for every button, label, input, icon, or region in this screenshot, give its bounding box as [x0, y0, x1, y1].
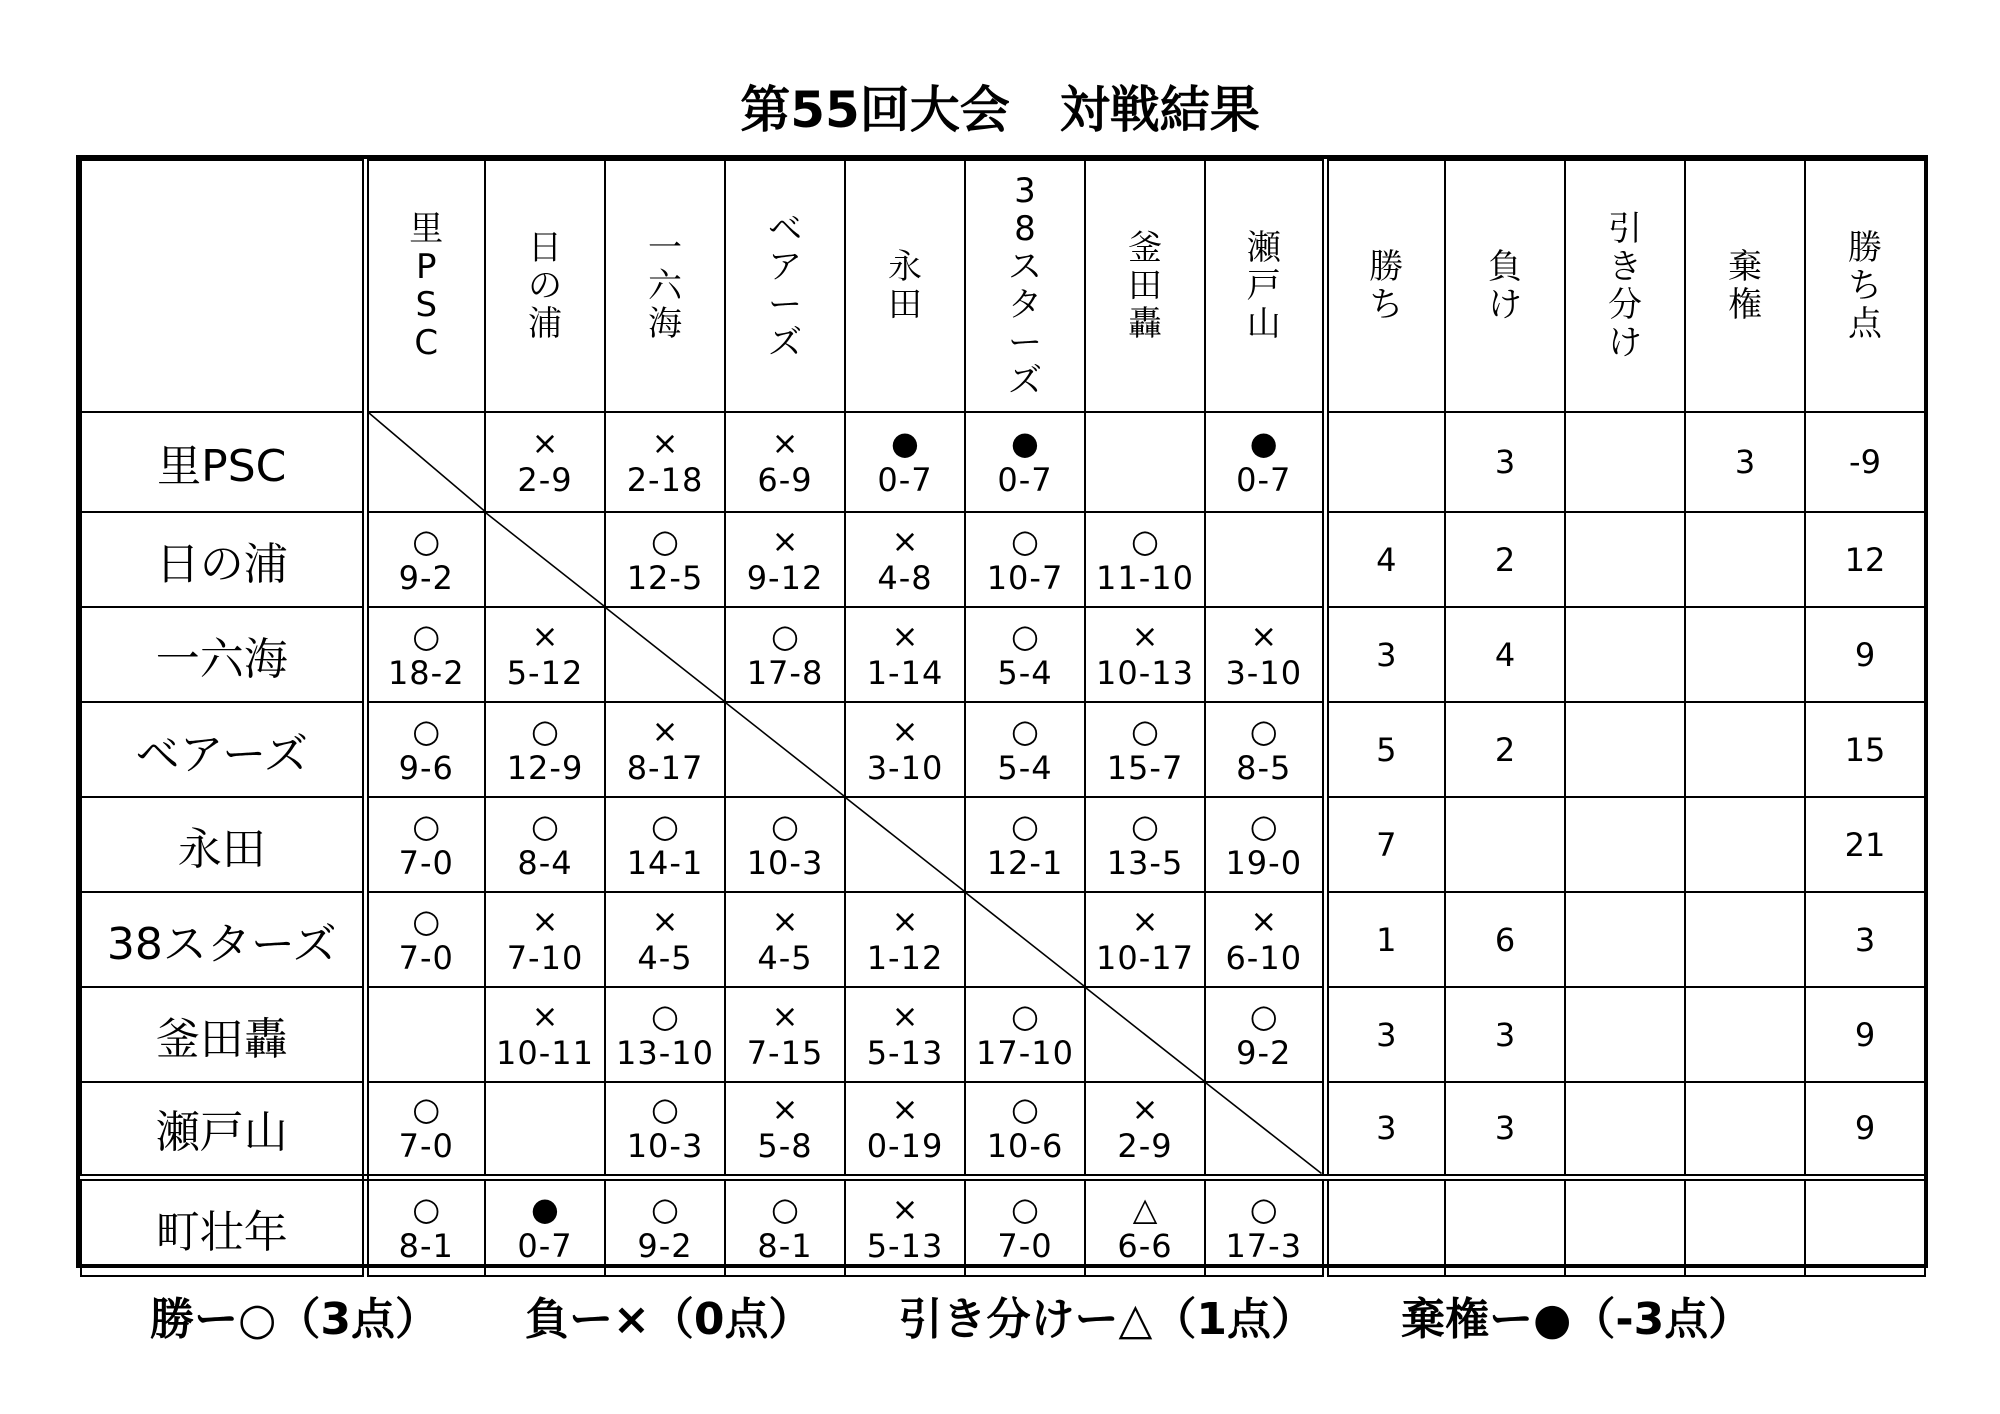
result-mark: ○ [1131, 521, 1159, 560]
result-score: 18-2 [387, 653, 465, 692]
legend-item: 棄権ー●（-3点） [1400, 1294, 1753, 1345]
stat-cell: 2 [1445, 702, 1565, 797]
result-mark: × [1131, 1090, 1159, 1129]
result-cell [1205, 892, 1325, 987]
opponent-header [725, 160, 845, 412]
result-cell [845, 1177, 965, 1276]
stat-cell: 3 [1685, 412, 1805, 512]
stat-cell: 3 [1325, 987, 1445, 1082]
result-cell [965, 512, 1085, 607]
result-mark: ○ [771, 616, 799, 655]
result-mark: ○ [651, 1189, 679, 1228]
result-score: 10-13 [1096, 653, 1194, 692]
result-cell [605, 1177, 725, 1276]
result-cell [965, 1177, 1085, 1276]
team-name: ベアーズ [81, 702, 365, 797]
result-score: 8-4 [517, 843, 573, 882]
stat-header [1805, 160, 1925, 412]
result-score: 13-10 [616, 1033, 714, 1072]
opponent-header [485, 160, 605, 412]
result-mark: × [1131, 616, 1159, 655]
self-match-cell [1085, 987, 1205, 1082]
result-mark: × [891, 996, 919, 1035]
result-cell [845, 987, 965, 1082]
result-score: 1-12 [866, 938, 944, 977]
result-score: 0-7 [1236, 461, 1292, 499]
result-mark: × [771, 901, 799, 940]
opponent-header [845, 160, 965, 412]
result-mark: ○ [412, 711, 441, 750]
result-cell [725, 607, 845, 702]
self-match-cell [365, 412, 485, 512]
opponent-header-label: 38スターズ [1008, 171, 1042, 401]
result-cell [1205, 1177, 1325, 1276]
diagonal-line [486, 513, 604, 606]
opponent-header [1205, 160, 1325, 412]
result-mark: ○ [1131, 711, 1159, 750]
stat-header [1685, 160, 1805, 412]
result-score: 5-4 [997, 748, 1053, 787]
legend-item: 勝ー○（3点） [150, 1294, 440, 1345]
result-cell [1085, 702, 1205, 797]
stat-cell: 5 [1325, 702, 1445, 797]
diagonal-line [726, 703, 844, 796]
result-cell [605, 1082, 725, 1177]
self-match-cell [1205, 1082, 1325, 1177]
result-cell [725, 1082, 845, 1177]
stat-cell [1805, 1177, 1925, 1276]
result-mark: × [531, 424, 559, 462]
result-mark: × [651, 901, 679, 940]
result-cell [365, 987, 485, 1082]
result-cell [1085, 1082, 1205, 1177]
self-match-cell [605, 607, 725, 702]
result-cell [485, 797, 605, 892]
stat-cell [1325, 412, 1445, 512]
team-name: 瀬戸山 [81, 1082, 365, 1177]
result-mark: ○ [1249, 806, 1278, 845]
result-cell [485, 892, 605, 987]
result-cell [485, 412, 605, 512]
result-mark: ○ [1131, 806, 1159, 845]
result-cell [605, 512, 725, 607]
team-row [81, 607, 1925, 702]
result-score: 5-12 [506, 653, 584, 692]
stat-header-label: 引き分け [1608, 209, 1642, 363]
stat-cell [1325, 1177, 1445, 1276]
result-score: 10-11 [496, 1033, 594, 1072]
result-score: 19-0 [1225, 843, 1303, 882]
result-mark: × [891, 616, 919, 655]
result-cell [365, 607, 485, 702]
result-cell [605, 702, 725, 797]
result-mark: ○ [412, 1189, 441, 1228]
result-score: 2-9 [517, 461, 573, 499]
header-row [81, 160, 1925, 412]
result-mark: × [531, 901, 559, 940]
result-mark: ● [531, 1189, 559, 1228]
result-cell [365, 1177, 485, 1276]
result-cell [1205, 987, 1325, 1082]
diagonal-line [966, 893, 1084, 986]
result-cell [605, 987, 725, 1082]
legend-item: 負ー×（0点） [525, 1294, 813, 1345]
stat-cell: 4 [1325, 512, 1445, 607]
result-score: 7-0 [398, 1127, 454, 1166]
result-mark: × [531, 616, 559, 655]
result-score: 17-10 [976, 1033, 1074, 1072]
stat-cell [1685, 892, 1805, 987]
result-cell [365, 797, 485, 892]
result-mark: ○ [651, 521, 679, 560]
result-mark: × [651, 424, 679, 462]
opponent-header [605, 160, 725, 412]
result-mark: ○ [1011, 616, 1039, 655]
team-name: 一六海 [81, 607, 365, 702]
stat-cell: 1 [1325, 892, 1445, 987]
result-mark: ○ [651, 1090, 679, 1129]
result-mark: ○ [771, 1189, 799, 1228]
team-row [81, 1082, 1925, 1177]
stat-cell: 9 [1805, 987, 1925, 1082]
result-score: 12-9 [506, 748, 584, 787]
stat-header-label: 勝ち点 [1848, 228, 1882, 344]
result-score: 7-0 [997, 1226, 1053, 1265]
result-mark: × [771, 996, 799, 1035]
stat-header [1325, 160, 1445, 412]
stat-cell [1565, 512, 1685, 607]
result-score: 11-10 [1096, 558, 1194, 597]
result-score: 7-0 [398, 938, 454, 977]
result-mark: ○ [412, 806, 441, 845]
stat-header-label: 勝ち [1369, 247, 1404, 325]
result-cell [845, 702, 965, 797]
stat-cell: 3 [1445, 987, 1565, 1082]
stat-cell: -9 [1805, 412, 1925, 512]
stat-cell [1445, 797, 1565, 892]
result-score: 15-7 [1106, 748, 1184, 787]
opponent-header-label: 一六海 [648, 228, 682, 344]
result-score: 10-17 [1096, 938, 1194, 977]
stat-cell [1565, 1177, 1685, 1276]
team-row [81, 987, 1925, 1082]
result-score: 8-1 [398, 1226, 454, 1265]
result-mark: ○ [651, 806, 679, 845]
result-score: 5-13 [866, 1033, 944, 1072]
team-name: 38スターズ [81, 892, 365, 987]
result-score: 3-10 [866, 748, 944, 787]
opponent-header-label: 日の浦 [528, 228, 562, 344]
result-score: 6-6 [1117, 1226, 1173, 1265]
result-score: 17-8 [746, 653, 824, 692]
stat-header-label: 棄権 [1728, 247, 1762, 325]
result-cell [1085, 892, 1205, 987]
result-score: 6-9 [757, 461, 813, 499]
opponent-header [1085, 160, 1205, 412]
result-cell [485, 607, 605, 702]
team-name: 釜田轟 [81, 987, 365, 1082]
result-score: 10-3 [746, 843, 824, 882]
result-score: 0-7 [517, 1226, 573, 1265]
stat-cell [1565, 412, 1685, 512]
result-mark: × [891, 901, 919, 940]
result-mark: ○ [1011, 711, 1039, 750]
result-cell [725, 797, 845, 892]
self-match-cell [725, 702, 845, 797]
result-score: 8-17 [626, 748, 704, 787]
stat-cell: 15 [1805, 702, 1925, 797]
team-row [81, 512, 1925, 607]
result-mark: ○ [771, 806, 799, 845]
result-mark: ○ [531, 711, 559, 750]
result-cell [725, 987, 845, 1082]
stat-cell [1565, 797, 1685, 892]
result-mark: ○ [1011, 806, 1039, 845]
opponent-header-label: 里PSC [409, 209, 444, 363]
result-score: 5-4 [997, 653, 1053, 692]
stat-cell: 7 [1325, 797, 1445, 892]
stat-cell [1565, 892, 1685, 987]
results-table [80, 159, 1926, 1277]
team-name: 里PSC [81, 412, 365, 512]
diagonal-line [846, 798, 964, 891]
result-mark: × [651, 711, 679, 750]
result-cell [1205, 797, 1325, 892]
result-mark: × [1131, 901, 1159, 940]
stat-cell [1445, 1177, 1565, 1276]
result-score: 2-9 [1117, 1127, 1173, 1166]
result-mark: ○ [1249, 1189, 1278, 1228]
result-score: 2-18 [626, 461, 704, 499]
result-score: 8-1 [757, 1226, 813, 1265]
result-score: 9-2 [398, 558, 454, 597]
result-mark: ○ [1011, 996, 1039, 1035]
result-mark: ○ [412, 521, 441, 560]
self-match-cell [845, 797, 965, 892]
result-score: 17-3 [1225, 1226, 1303, 1265]
team-row [81, 797, 1925, 892]
stat-cell [1685, 987, 1805, 1082]
self-match-cell [965, 892, 1085, 987]
result-cell [1085, 512, 1205, 607]
result-cell [485, 702, 605, 797]
result-cell [1085, 607, 1205, 702]
result-cell [485, 1177, 605, 1276]
stat-cell [1685, 607, 1805, 702]
result-cell [365, 1082, 485, 1177]
self-match-cell [485, 512, 605, 607]
result-score: 12-5 [626, 558, 704, 597]
stat-cell [1685, 702, 1805, 797]
result-cell [965, 987, 1085, 1082]
stat-cell [1685, 797, 1805, 892]
legend [150, 1290, 1950, 1350]
result-cell [965, 797, 1085, 892]
team-name: 町壮年 [81, 1177, 365, 1276]
result-score: 9-2 [1236, 1033, 1292, 1072]
result-mark: ● [1011, 424, 1039, 462]
result-mark: △ [1132, 1189, 1158, 1228]
opponent-header-label: ベアーズ [768, 209, 802, 363]
result-score: 5-8 [757, 1127, 813, 1166]
result-cell [845, 512, 965, 607]
result-score: 5-13 [866, 1226, 944, 1265]
stat-header [1565, 160, 1685, 412]
result-score: 9-12 [746, 558, 824, 597]
result-cell [1085, 1177, 1205, 1276]
result-score: 7-0 [398, 843, 454, 882]
stat-cell [1565, 987, 1685, 1082]
stat-header [1445, 160, 1565, 412]
result-score: 1-14 [866, 653, 944, 692]
result-mark: ○ [651, 996, 679, 1035]
stat-header-label: 負け [1488, 247, 1522, 325]
result-score: 4-5 [637, 938, 693, 977]
result-mark: × [771, 1090, 799, 1129]
result-mark: × [891, 1090, 919, 1129]
result-cell [965, 412, 1085, 512]
opponent-header [365, 160, 485, 412]
result-cell [725, 892, 845, 987]
stat-cell: 3 [1325, 1082, 1445, 1177]
result-mark: ○ [412, 901, 441, 940]
result-score: 4-8 [877, 558, 933, 597]
result-score: 0-19 [866, 1127, 944, 1166]
result-cell [845, 892, 965, 987]
result-score: 0-7 [997, 461, 1053, 499]
result-cell [605, 892, 725, 987]
result-cell [965, 702, 1085, 797]
stat-cell [1565, 1082, 1685, 1177]
result-mark: ○ [1011, 1090, 1039, 1129]
result-cell [1205, 412, 1325, 512]
result-mark: ○ [531, 806, 559, 845]
result-cell [605, 412, 725, 512]
result-mark: × [1250, 616, 1278, 655]
result-cell [1085, 412, 1205, 512]
result-mark: ○ [1249, 996, 1278, 1035]
team-row [81, 702, 1925, 797]
result-cell [1205, 702, 1325, 797]
diagonal-line [369, 413, 485, 511]
stat-cell [1565, 607, 1685, 702]
result-cell [365, 892, 485, 987]
result-score: 0-7 [877, 461, 933, 499]
extra-team-row [81, 1177, 1925, 1276]
results-board [76, 155, 1928, 1268]
result-cell [1085, 797, 1205, 892]
result-mark: ○ [412, 1090, 441, 1129]
result-score: 9-2 [637, 1226, 693, 1265]
result-cell [1205, 512, 1325, 607]
result-score: 3-10 [1225, 653, 1303, 692]
result-cell [485, 1082, 605, 1177]
team-name: 日の浦 [81, 512, 365, 607]
result-mark: × [771, 424, 799, 462]
result-score: 10-7 [986, 558, 1064, 597]
result-cell [365, 702, 485, 797]
result-score: 10-6 [986, 1127, 1064, 1166]
result-score: 4-5 [757, 938, 813, 977]
team-row [81, 412, 1925, 512]
result-mark: × [771, 521, 799, 560]
result-mark: ○ [1011, 521, 1039, 560]
result-mark: × [891, 1189, 919, 1228]
result-cell [485, 987, 605, 1082]
result-score: 9-6 [398, 748, 454, 787]
result-cell [965, 607, 1085, 702]
result-score: 7-15 [746, 1033, 824, 1072]
result-cell [1205, 607, 1325, 702]
diagonal-line [1086, 988, 1204, 1081]
result-cell [605, 797, 725, 892]
stat-cell: 9 [1805, 1082, 1925, 1177]
result-score: 8-5 [1236, 748, 1292, 787]
stat-cell: 2 [1445, 512, 1565, 607]
result-mark: ● [1249, 424, 1278, 462]
stat-cell: 4 [1445, 607, 1565, 702]
stat-cell [1685, 1177, 1805, 1276]
result-cell [725, 1177, 845, 1276]
stat-cell: 9 [1805, 607, 1925, 702]
stat-cell [1565, 702, 1685, 797]
result-score: 13-5 [1106, 843, 1184, 882]
result-cell [365, 512, 485, 607]
stat-cell: 6 [1445, 892, 1565, 987]
result-cell [845, 412, 965, 512]
opponent-header-label: 瀬戸山 [1246, 228, 1281, 344]
result-mark: ○ [412, 616, 441, 655]
result-mark: × [1250, 901, 1278, 940]
result-score: 7-10 [506, 938, 584, 977]
opponent-header-label: 永田 [888, 247, 922, 325]
stat-cell: 12 [1805, 512, 1925, 607]
stat-cell: 3 [1805, 892, 1925, 987]
legend-item: 引き分けー△（1点） [898, 1294, 1315, 1345]
result-score: 14-1 [626, 843, 704, 882]
team-name: 永田 [81, 797, 365, 892]
stat-cell: 21 [1805, 797, 1925, 892]
result-cell [845, 1082, 965, 1177]
result-mark: × [531, 996, 559, 1035]
page-title: 第55回大会 対戦結果 [740, 81, 1260, 139]
result-mark: ● [891, 424, 919, 462]
stat-cell: 3 [1445, 412, 1565, 512]
diagonal-line [606, 608, 724, 701]
result-cell [845, 607, 965, 702]
stat-cell: 3 [1445, 1082, 1565, 1177]
team-row [81, 892, 1925, 987]
stat-cell [1685, 512, 1805, 607]
result-score: 6-10 [1225, 938, 1303, 977]
corner-cell [81, 160, 365, 412]
stat-cell [1685, 1082, 1805, 1177]
result-cell [725, 512, 845, 607]
result-mark: × [891, 521, 919, 560]
result-score: 10-3 [626, 1127, 704, 1166]
opponent-header-label: 釜田轟 [1128, 228, 1162, 344]
diagonal-line [1206, 1083, 1322, 1174]
result-mark: × [891, 711, 919, 750]
result-cell [965, 1082, 1085, 1177]
opponent-header [965, 160, 1085, 412]
result-score: 12-1 [986, 843, 1064, 882]
result-mark: ○ [1011, 1189, 1039, 1228]
result-cell [725, 412, 845, 512]
stat-cell: 3 [1325, 607, 1445, 702]
result-mark: ○ [1249, 711, 1278, 750]
